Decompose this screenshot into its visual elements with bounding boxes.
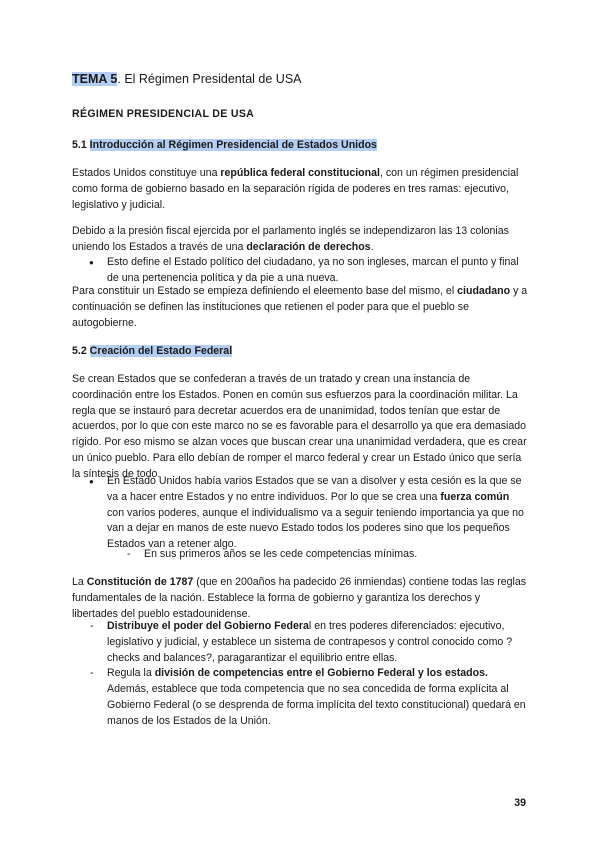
page-number: 39: [514, 797, 526, 809]
section-1-number: 5.1: [72, 139, 90, 151]
text-run: Debido a la presión fiscal ejercida por el parlamento inglés se independizaron las 13 colonias uniendo los Estados a través de una: [72, 225, 509, 253]
text-run: y a continuación se definen las instituciones que retienen el poder para que el pueblo se autogobierne.: [72, 285, 528, 329]
bold-run: Constitución de 1787: [86, 576, 194, 588]
section-1-heading: [72, 139, 528, 151]
section-2-heading: [72, 345, 528, 357]
bold-run: república federal constitucional: [220, 167, 380, 179]
main-heading: RÉGIMEN PRESIDENCIAL DE USA: [72, 108, 255, 120]
tema-title-text: . El Régimen Presidental de USA: [117, 72, 302, 86]
bold-run: ciudadano: [457, 285, 511, 297]
list-item: [107, 474, 528, 553]
list-item: [107, 619, 528, 666]
section-1-paragraph-3: [72, 284, 528, 331]
section-2-dash-list: [107, 619, 528, 730]
text-run: , con un régimen presidencial como forma de gobierno basado en la separación rígida de poderes en tres ramas: ejecutivo, legislativo y judicial.: [72, 167, 519, 211]
section-2-title: Creación del Estado Federal: [89, 345, 233, 357]
text-run: Para constituir un Estado se empieza definiendo el eleemento base del mismo, el: [72, 285, 458, 297]
text-run: .: [370, 240, 374, 253]
text-run: En Estado Unidos había varios Estados que se van a disolver y esta cesión es la que se va a hacer entre Estados y no entre individuos. Por lo que se crea una: [107, 475, 522, 503]
tema-title: [72, 71, 528, 87]
bold-run: fuerza común: [440, 490, 510, 503]
text-run: Además, establece que toda competencia que no sea concedida de forma explícita al Gobierno Federal (o se desprenda de forma implícita del texto constitucional) quedará en manos de los Estados de la Unión.: [107, 683, 526, 727]
bold-run: Distribuye el poder del Gobierno Federa: [107, 620, 309, 632]
text-run: con varios poderes, aunque el individualismo va a seguir teniendo importancia ya que no van a dejar en manos de este nuevo Estado todos los poderes sino que los pequeños Estados van a retener algo.: [107, 506, 524, 551]
list-item: ● Esto define el Estado político del ciudadano, ya no son ingleses, marcan el punto y final de una pertenencia política y da pie a una nueva.: [107, 255, 528, 287]
section-2-number: 5.2: [72, 345, 90, 357]
text-run: Regula la: [107, 667, 155, 680]
bold-run: división de competencias entre el Gobierno Federal y los estados.: [154, 667, 488, 680]
text-run: (que en 200años ha padecido 26 inmiendas) contiene todas las reglas fundamentales de la nación. Establece la forma de gobierno y garantiza los derechos y libertades del pueblo estadounidense.: [72, 576, 527, 620]
section-1-paragraph-2: [72, 224, 528, 256]
section-2-paragraph-2: [72, 575, 528, 622]
list-item: - En sus primeros años se les cede competencias mínimas.: [144, 547, 528, 563]
section-2-paragraph-1: Se crean Estados que se confederan a través de un tratado y crean una instancia de coordinación entre los Estados. Ponen en común sus esfuerzos para la coordinación militar. La regla que se instauró para decretar acuerdos era de unanimidad, todos tenían que estar de acuerdos, por lo que con este marco no se es favorable para el desarrollo ya que era demasiado rígido. Por eso mismo se alzan voces que buscan crear una unanimidad verdadera, que es crear un único pueblo. Para ello debían de romper el marco federal y crear un Estado único que sería la síntesis de todo.: [72, 373, 527, 480]
list-item: [107, 666, 528, 729]
section-2-bullet-list: [107, 474, 528, 553]
section-1-title: Introducción al Régimen Presidencial de Estados Unidos: [89, 139, 377, 151]
text-run: Estados Unidos constituye una: [72, 167, 221, 179]
text-run: La: [72, 576, 87, 588]
bold-run: declaración de derechos: [246, 240, 371, 253]
section-2-sub-bullet-list: [144, 547, 528, 563]
section-1-paragraph-1: [72, 166, 528, 213]
tema-label: TEMA 5: [72, 72, 118, 86]
section-1-bullet-list: [107, 255, 528, 287]
text-run: l en tres poderes diferenciados: ejecutivo, legislativo y judicial, y establece un sistema de contrapesos y control conocido como ?checks and balances?, paragarantizar el equilibrio entre ellas.: [107, 620, 513, 664]
